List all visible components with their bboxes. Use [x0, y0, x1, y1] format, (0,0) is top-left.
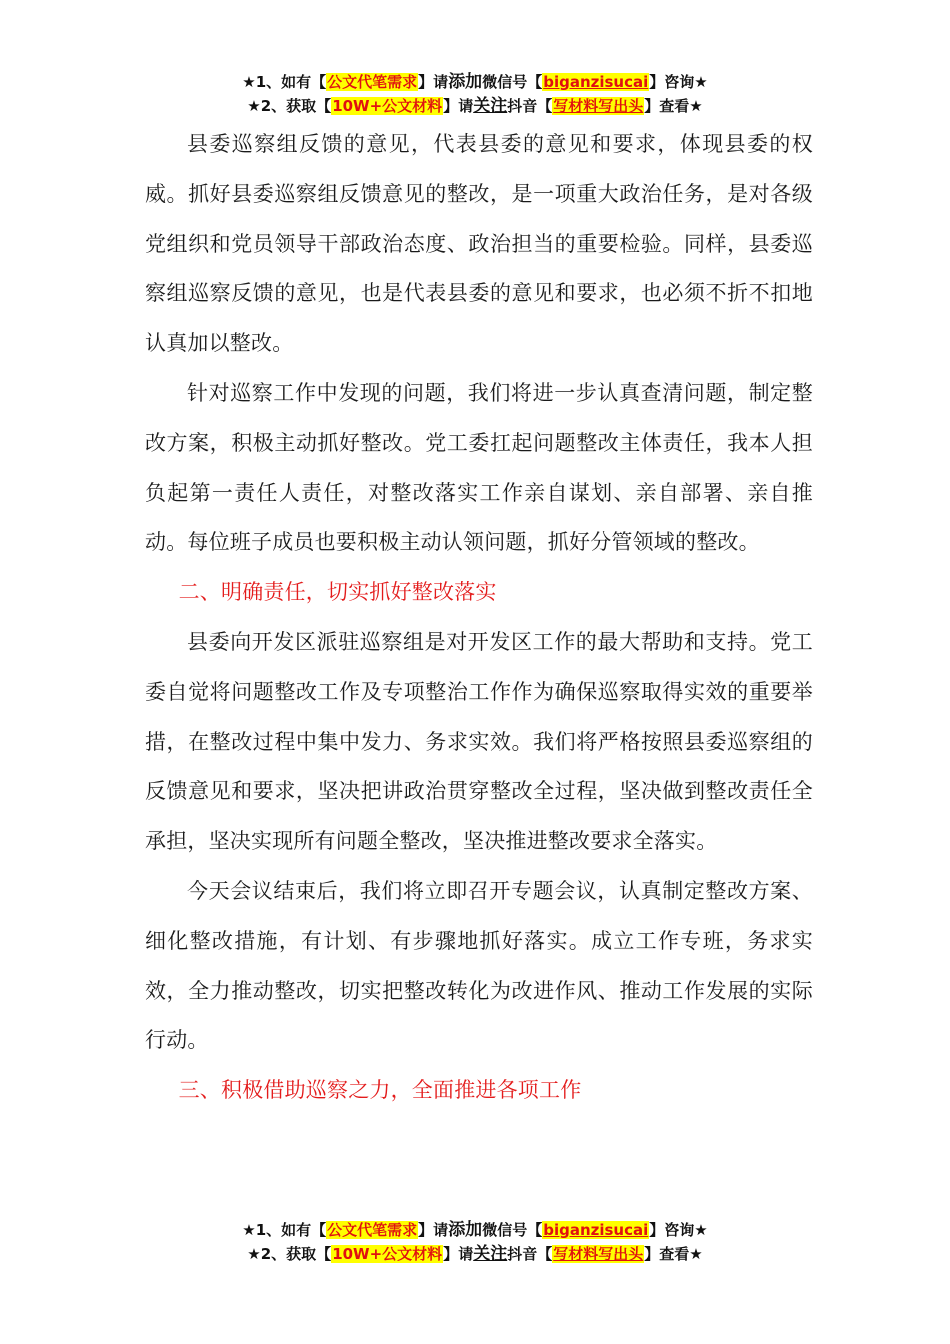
banner-text: 】查看★: [644, 97, 703, 115]
banner-text: 】咨询★: [649, 1221, 708, 1239]
wechat-id-link[interactable]: biganzisucai: [543, 73, 649, 91]
banner-text: 微信号【: [482, 73, 543, 91]
banner-line-2: [0, 94, 950, 118]
banner-line-1: [0, 1218, 950, 1242]
banner-line-1: [0, 70, 950, 94]
section-heading-2: 二、明确责任，切实抓好整改落实: [178, 580, 497, 605]
banner-text: ★1、如有【: [242, 1221, 327, 1239]
follow-emphasis: 关注: [473, 1244, 508, 1264]
douyin-account-link[interactable]: 写材料写出头: [553, 1245, 644, 1263]
banner-line-2: [0, 1242, 950, 1266]
banner-text: 】请: [443, 1245, 474, 1263]
materials-highlight: 10W+公文材料: [332, 1245, 443, 1263]
paragraph-4: 今天会议结束后，我们将立即召开专题会议，认真制定整改方案、细化整改措施，有计划、有步骤地抓好落实。成立工作专班，务求实效，全力推动整改，切实把整改转化为改进作风、推动工作发展的实际行动。: [145, 878, 813, 1053]
banner-text: 】咨询★: [649, 73, 708, 91]
banner-text: 】请: [443, 97, 474, 115]
banner-text: 微信号【: [482, 1221, 543, 1239]
banner-text: ★2、获取【: [247, 1245, 332, 1263]
materials-highlight: 10W+公文材料: [332, 97, 443, 115]
ghostwriting-highlight: 公文代笔需求: [327, 73, 418, 91]
document-body: [145, 120, 813, 1116]
banner-text: 】请: [418, 73, 449, 91]
add-emphasis: 添加: [448, 1220, 483, 1240]
banner-text: ★2、获取【: [247, 97, 332, 115]
section-heading-3: 三、积极借助巡察之力，全面推进各项工作: [178, 1078, 582, 1103]
banner-text: 抖音【: [507, 97, 553, 115]
wechat-id-link[interactable]: biganzisucai: [543, 1221, 649, 1239]
bottom-banner: [0, 1218, 950, 1266]
banner-text: 】查看★: [644, 1245, 703, 1263]
banner-text: ★1、如有【: [242, 73, 327, 91]
follow-emphasis: 关注: [473, 96, 508, 116]
paragraph-1: 县委巡察组反馈的意见，代表县委的意见和要求，体现县委的权威。抓好县委巡察组反馈意见的整改，是一项重大政治任务，是对各级党组织和党员领导干部政治态度、政治担当的重要检验。同样，县委巡察组巡察反馈的意见，也是代表县委的意见和要求，也必须不折不扣地认真加以整改。: [145, 132, 813, 356]
paragraph-3: 县委向开发区派驻巡察组是对开发区工作的最大帮助和支持。党工委自觉将问题整改工作及专项整治工作作为确保巡察取得实效的重要举措，在整改过程中集中发力、务求实效。我们将严格按照县委巡察组的反馈意见和要求，坚决把讲政治贯穿整改全过程，坚决做到整改责任全承担，坚决实现所有问题全整改，坚决推进整改要求全落实。: [145, 629, 813, 854]
douyin-account-link[interactable]: 写材料写出头: [553, 97, 644, 115]
banner-text: 】请: [418, 1221, 449, 1239]
add-emphasis: 添加: [448, 72, 483, 92]
ghostwriting-highlight: 公文代笔需求: [327, 1221, 418, 1239]
top-banner: [0, 70, 950, 118]
paragraph-2: 针对巡察工作中发现的问题，我们将进一步认真查清问题，制定整改方案，积极主动抓好整改。党工委扛起问题整改主体责任，我本人担负起第一责任人责任，对整改落实工作亲自谋划、亲自部署、亲自推动。每位班子成员也要积极主动认领问题，抓好分管领域的整改。: [145, 380, 813, 555]
banner-text: 抖音【: [507, 1245, 553, 1263]
